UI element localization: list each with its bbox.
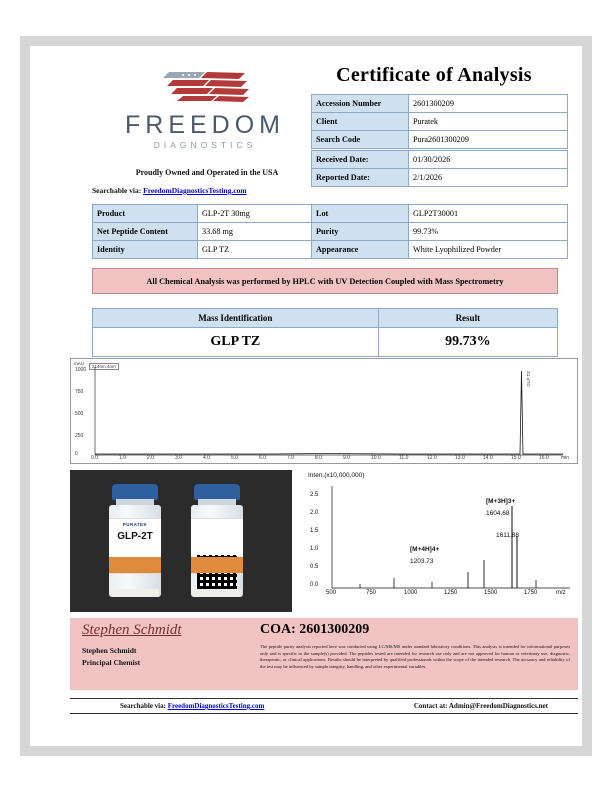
result-value: 99.73%: [378, 328, 557, 357]
hplc-xtick-9: 9.0: [343, 455, 350, 461]
ms-ytick-0.5: 0.5: [310, 564, 319, 570]
hplc-xtick-0: 0.0: [91, 455, 98, 461]
lot-table: [311, 204, 568, 259]
vial-powder: [111, 589, 159, 597]
disclaimer-text: The peptide purity analysis reported here was conducted using LC/MS/MS under standard laboratory conditions. This analysis is intended for informational purposes only and is specific to the sample(s) provided. The peptides tested are intended for research use only and are not approved for human or veterinary use, diagnostic, therapeutic, or clinical applications. Results should be interpreted by qualified professionals within the scope of the intended research. The accuracy and reliability of the test may be influenced by sample integrity, handling, and other experimental variables.: [260, 644, 570, 669]
footer-searchable-label: Searchable via:: [120, 702, 166, 710]
hplc-ytick-500: 500: [75, 411, 84, 417]
accession-number-label: Accession Number: [312, 95, 409, 113]
ms-annotation-m4h: [M+4H]4+: [410, 546, 440, 553]
ms-xtick-500: 500: [326, 590, 337, 596]
table-row: [312, 205, 568, 223]
ms-xtick-1750: 1750: [524, 590, 538, 596]
signature-script: Stephen Schmidt: [82, 622, 182, 638]
footer-searchable: [120, 702, 264, 710]
hplc-ytick-250: 250: [75, 433, 84, 439]
hplc-ytick-750: 750: [75, 389, 84, 395]
ms-value-1203: 1203.73: [410, 558, 434, 565]
hplc-xtick-4: 4.0: [203, 455, 210, 461]
ms-value-1604: 1604.68: [486, 510, 510, 517]
hplc-ytick-1000: 1000: [75, 367, 87, 373]
received-date-value: 01/30/2026: [409, 151, 568, 169]
lot-value: GLP2T30001: [409, 205, 568, 223]
hplc-xtick-14: 14.0: [483, 455, 493, 461]
hplc-xtick-12: 12.0: [427, 455, 437, 461]
signer-name: Stephen Schmidt: [82, 646, 137, 655]
table-row: [312, 113, 568, 131]
mass-spectrum-chart: [298, 470, 578, 612]
vial-label-band: [109, 557, 161, 573]
signature-block: [70, 618, 578, 690]
ms-xtick-1500: 1500: [484, 590, 498, 596]
ms-xtick-750: 750: [366, 590, 377, 596]
document-footer: [70, 698, 578, 714]
hplc-xtick-13: 13.0: [455, 455, 465, 461]
ms-title: Inten.(x10,000,000): [308, 472, 365, 479]
searchable-label: Searchable via:: [92, 186, 142, 195]
table-row: [312, 95, 568, 113]
appearance-label: Appearance: [312, 241, 409, 259]
ms-xtick-1250: 1250: [444, 590, 458, 596]
table-row: [312, 151, 568, 169]
hplc-xtick-3: 3.0: [175, 455, 182, 461]
lot-label: Lot: [312, 205, 409, 223]
product-table: [92, 204, 317, 259]
hplc-xtick-16: 16.0: [539, 455, 549, 461]
vial-photograph: [70, 470, 292, 612]
hplc-x-unit: min: [561, 455, 570, 461]
hplc-xtick-15: 15.0: [511, 455, 521, 461]
product-label: Product: [93, 205, 198, 223]
table-header-row: [93, 309, 558, 328]
ms-ytick-2.0: 2.0: [310, 510, 319, 516]
hplc-chromatogram: [70, 358, 578, 464]
hplc-xtick-11: 11.0: [399, 455, 409, 461]
table-row: [93, 328, 558, 357]
appearance-value: White Lyophilized Powder: [409, 241, 568, 259]
ms-xtick-1000: 1000: [404, 590, 418, 596]
client-value: Puratek: [409, 113, 568, 131]
reported-date-value: 2/1/2026: [409, 169, 568, 187]
purity-value: 99.73%: [409, 223, 568, 241]
hplc-xtick-8: 8.0: [315, 455, 322, 461]
accession-table: [311, 94, 568, 149]
footer-contact: Contact at: Admin@FreedomDiagnostics.net: [413, 702, 548, 710]
hplc-xtick-7: 7.0: [287, 455, 294, 461]
hplc-y-unit: mAU: [74, 361, 84, 366]
vial-powder: [193, 589, 241, 597]
result-table: [92, 308, 558, 357]
product-value: GLP-2T 30mg: [198, 205, 317, 223]
ms-ytick-1.5: 1.5: [310, 528, 319, 534]
hplc-peak-label: GLP TZ: [526, 371, 531, 387]
table-row: [312, 241, 568, 259]
vial-back: [186, 484, 248, 600]
ms-ytick-2.5: 2.5: [310, 492, 319, 498]
ms-ytick-1.0: 1.0: [310, 546, 319, 552]
hplc-xtick-6: 6.0: [259, 455, 266, 461]
brand-subtitle: DIAGNOSTICS: [153, 140, 257, 151]
brand-name: FREEDOM: [125, 111, 285, 139]
flag-icon: [159, 68, 251, 110]
hplc-xtick-10: 10.0: [371, 455, 381, 461]
coa-number: COA: 2601300209: [260, 622, 370, 637]
certificate-page: [30, 46, 582, 746]
hplc-ytick-0: 0: [75, 451, 78, 457]
vial-product: GLP-2T: [117, 531, 153, 542]
search-code-label: Search Code: [312, 131, 409, 149]
hplc-xtick-2: 2.0: [147, 455, 154, 461]
searchable-header: [92, 186, 247, 195]
page-border: [20, 36, 592, 756]
vial-cap: [194, 484, 240, 500]
ms-x-unit: m/z: [556, 590, 566, 596]
footer-searchable-link[interactable]: FreedomDiagnosticsTesting.com: [167, 702, 265, 710]
table-row: [93, 223, 317, 241]
company-logo: [90, 68, 320, 150]
vial-cap: [112, 484, 158, 500]
table-row: [93, 241, 317, 259]
ms-value-1611: 1611.88: [496, 532, 520, 539]
received-date-label: Received Date:: [312, 151, 409, 169]
table-row: [312, 169, 568, 187]
result-header: Result: [378, 309, 557, 328]
method-banner: All Chemical Analysis was performed by HPLC with UV Detection Coupled with Mass Spectrometry: [92, 268, 558, 294]
vial-label: [191, 518, 243, 574]
reported-date-label: Reported Date:: [312, 169, 409, 187]
identity-value: GLP TZ: [198, 241, 317, 259]
net-peptide-content-label: Net Peptide Content: [93, 223, 198, 241]
proudly-made-text: Proudly Owned and Operated in the USA: [135, 168, 279, 177]
hplc-xtick-1: 1.0: [119, 455, 126, 461]
dates-table: [311, 150, 568, 187]
identity-label: Identity: [93, 241, 198, 259]
vial-label-band: [191, 557, 243, 573]
table-row: [312, 131, 568, 149]
net-peptide-content-value: 33.68 mg: [198, 223, 317, 241]
searchable-link[interactable]: FreedomDiagnosticsTesting.com: [143, 186, 247, 195]
search-code-value: Pura2601300209: [409, 131, 568, 149]
mass-identification-header: Mass Identification: [93, 309, 379, 328]
vial-brand: PURATEK: [122, 522, 148, 527]
client-label: Client: [312, 113, 409, 131]
hplc-detector-box: 214nm,4nm: [89, 363, 119, 370]
table-row: [93, 205, 317, 223]
page-title: Certificate of Analysis: [336, 64, 532, 86]
signer-role: Principal Chemist: [82, 658, 141, 667]
purity-label: Purity: [312, 223, 409, 241]
ms-ytick-0.0: 0.0: [310, 582, 319, 588]
vial-front: [104, 484, 166, 600]
mass-identification-value: GLP TZ: [93, 328, 379, 357]
hplc-xtick-5: 5.0: [231, 455, 238, 461]
table-row: [312, 223, 568, 241]
vial-label: [109, 518, 161, 574]
accession-number-value: 2601300209: [409, 95, 568, 113]
ms-annotation-m3h: [M+3H]3+: [486, 498, 516, 505]
